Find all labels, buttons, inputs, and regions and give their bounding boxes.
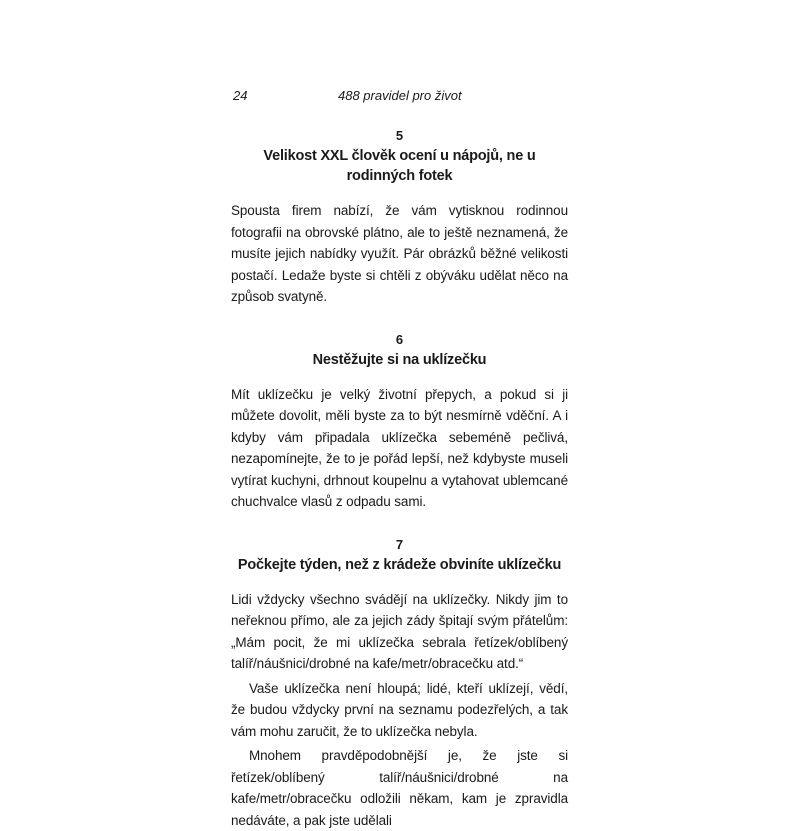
page-header <box>233 88 568 108</box>
rule-paragraph: Mít uklízečku je velký životní přepych, a pokud si ji můžete dovolit, měli byste za to být nesmírně vděční. A i kdyby vám připadala uklízečka sebeméně pečlivá, nezapomínejte, že to je pořád lepší, než kdybyste museli vytírat kuchyni, drhnout koupelnu a vytahovat ublemcané chuchvalce vlasů z odpadu sami. <box>231 384 568 513</box>
rule-number: 7 <box>231 537 568 553</box>
rule-title: Počkejte týden, než z krádeže obviníte uklízečku <box>231 555 568 575</box>
rule-paragraph: Lidi vždycky všechno svádějí na uklízečky. Nikdy jim to neřeknou přímo, ale za jejich zády špitají svým přátelům: „Mám pocit, že mi uklízečka sebrala řetízek/oblíbený talíř/náušnici/drobné na kafe/metr/obracečku atd.“ <box>231 589 568 675</box>
rule-paragraph: Spousta firem nabízí, že vám vytisknou rodinnou fotografii na obrovské plátno, ale to ještě neznamená, že musíte jejich nabídky využít. Pár obrázků běžné velikosti postačí. Ledaže byste si chtěli z obýváku udělat něco na způsob svatyně. <box>231 200 568 308</box>
rule-number: 5 <box>231 128 568 144</box>
page-content <box>231 128 568 831</box>
section-gap <box>231 308 568 332</box>
rule-6 <box>231 332 568 513</box>
running-title: 488 pravidel pro život <box>338 88 462 103</box>
rule-paragraph: Vaše uklízečka není hloupá; lidé, kteří uklízejí, vědí, že budou vždycky první na seznamu podezřelých, a tak vám mohu zaručit, že to uklízečka nebyla. <box>231 678 568 743</box>
rule-paragraph: Mnohem pravděpodobnější je, že jste si řetízek/oblíbený talíř/náušnici/drobné na kafe/metr/obracečku odložili někam, kam je zpravidla nedáváte, a pak jste udělali <box>231 745 568 831</box>
rule-title: Velikost XXL člověk ocení u nápojů, ne u rodinných fotek <box>231 146 568 186</box>
rule-5 <box>231 128 568 308</box>
section-gap <box>231 513 568 537</box>
rule-7 <box>231 537 568 831</box>
rule-title: Nestěžujte si na uklízečku <box>231 350 568 370</box>
rule-number: 6 <box>231 332 568 348</box>
page-number: 24 <box>233 88 247 103</box>
